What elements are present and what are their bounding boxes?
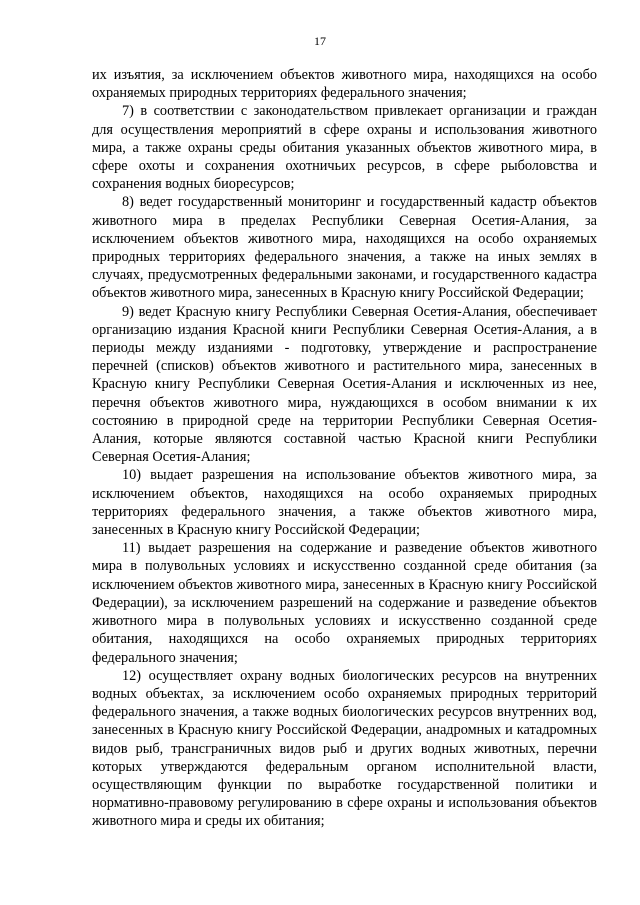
document-body [92,66,597,831]
paragraph-continued: их изъятия, за исключением объектов животного мира, находящихся на особо охраняемых природных территориях федерального значения; [92,67,597,102]
paragraph-item-7: 7) в соответствии с законодательством привлекает организации и граждан для осуществления мероприятий в сфере охраны и использования животного мира, а также охраны среды обитания указанных объектов животного мира, в сфере охоты и сохранения охотничьих ресурсов, в сфере рыболовства и сохранения водных биоресурсов; [92,103,597,193]
paragraph-item-10: 10) выдает разрешения на использование объектов животного мира, за исключением объектов, находящихся на особо охраняемых природных территориях федерального значения, а также объектов животного мира, занесенных в Красную книгу Российской Федерации; [92,467,597,539]
paragraph-item-12: 12) осуществляет охрану водных биологических ресурсов на внутренних водных объектах, за исключением особо охраняемых природных территорий федерального значения, а также водных биологических ресурсов внутренних вод, занесенных в Красную книгу Российской Федерации, анадромных и катадромных видов рыб, трансграничных видов рыб и других водных животных, перечни которых утверждаются федеральным органом исполнительной власти, осуществляющим функции по выработке государственной политики и нормативно-правовому регулированию в сфере охраны и использования объектов животного мира и среды их обитания; [92,667,597,830]
paragraph-item-9: 9) ведет Красную книгу Республики Северная Осетия-Алания, обеспечивает организацию издания Красной книги Республики Северная Осетия-Алания, а в периоды между изданиями - подготовку, утверждение и распространение перечней (списков) объектов животного и растительного мира, занесенных в Красную книгу Республики Северная Осетия-Алания и исключенных из нее, перечня объектов животного мира, нуждающихся в особом внимании к их состоянию в природной среде на территории Республики Северная Осетия-Алания, которые являются составной частью Красной книги Республики Северная Осетия-Алания; [92,303,597,466]
page-number: 17 [314,34,326,48]
paragraph-item-11: 11) выдает разрешения на содержание и разведение объектов животного мира в полувольных условиях и искусственно созданной среде обитания (за исключением объектов животного мира, занесенных в Красную книгу Российской Федерации), за исключением разрешений на содержание и разведение объектов животного мира в полувольных условиях и искусственно созданной среде обитания, находящихся на особо охраняемых природных территориях федерального значения; [92,540,597,666]
paragraph-item-8: 8) ведет государственный мониторинг и государственный кадастр объектов животного мира в пределах Республики Северная Осетия-Алания, за исключением объектов животного мира, находящихся на особо охраняемых природных территориях федерального значения, а также на иных землях в случаях, предусмотренных федеральными законами, и государственного кадастра объектов животного мира, занесенных в Красную книгу Российской Федерации; [92,194,597,302]
